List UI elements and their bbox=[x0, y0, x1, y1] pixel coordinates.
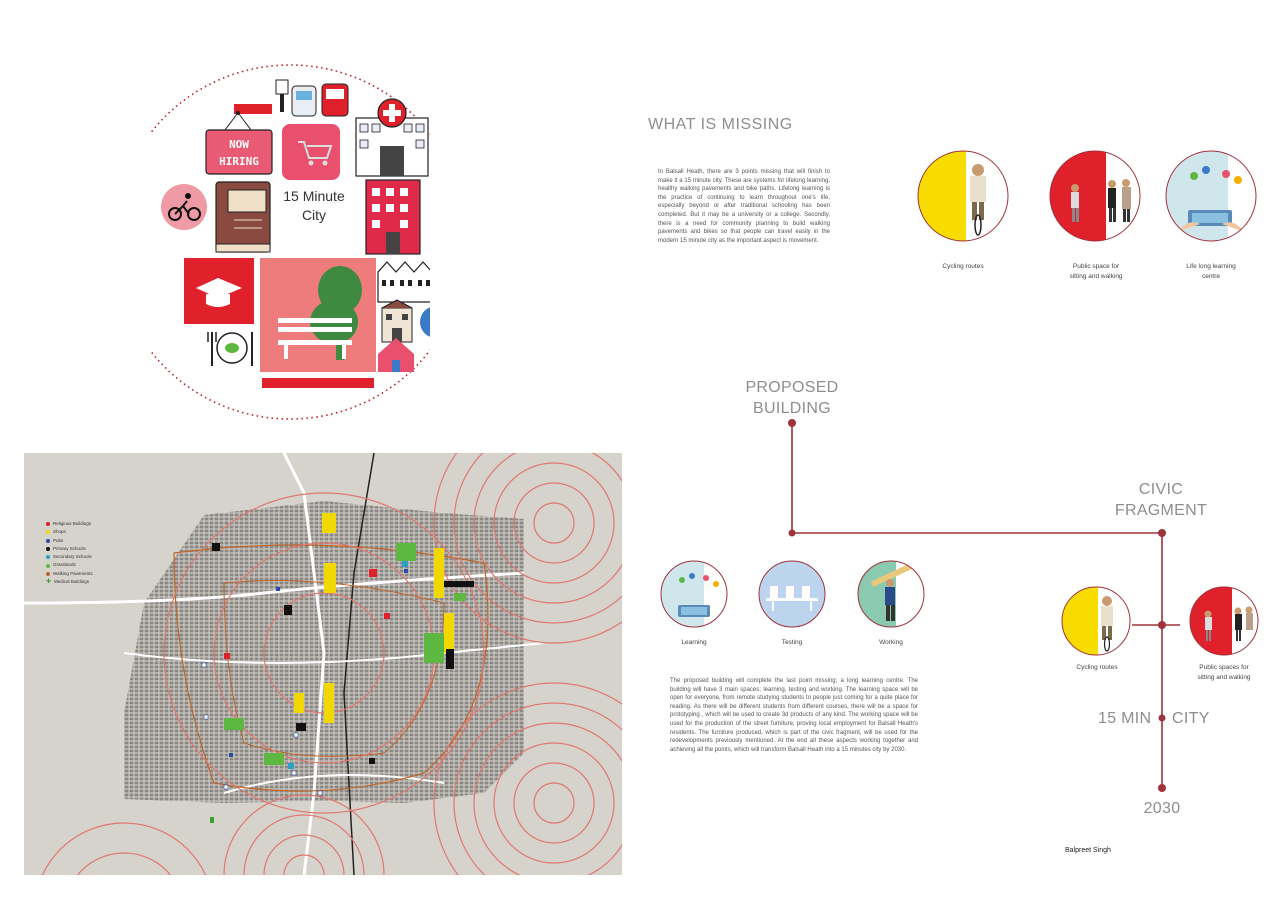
fifteen-minute-city-graphic bbox=[150, 62, 430, 422]
legend-label: Religious Buildings bbox=[53, 521, 92, 526]
fragment-items-icons bbox=[1055, 580, 1270, 670]
townhouses-icon bbox=[382, 300, 412, 342]
delivery-person-icon bbox=[420, 306, 430, 338]
map-legend bbox=[46, 520, 93, 586]
balsall-heath-map bbox=[24, 453, 622, 875]
civic-fragment-label: CIVIC FRAGMENT bbox=[1114, 481, 1208, 519]
city-label-right: CITY bbox=[1172, 710, 1210, 727]
cycling-icon bbox=[161, 184, 207, 230]
shopping-app-icon bbox=[282, 124, 340, 180]
medical-cross-icon: ✚ bbox=[46, 579, 52, 586]
legend-pubs bbox=[46, 537, 93, 545]
legend-grasslands bbox=[46, 561, 93, 569]
timeline-node-city bbox=[1159, 715, 1166, 722]
public-space-icon bbox=[1050, 150, 1156, 242]
terraced-houses-icon bbox=[378, 262, 430, 302]
legend-walking-pavements bbox=[46, 570, 93, 578]
year-2030-label: 2030 bbox=[1143, 800, 1181, 817]
space-working-label: Working bbox=[879, 639, 903, 646]
fragment-public-space-icon bbox=[1190, 587, 1268, 655]
hospital-icon bbox=[356, 99, 428, 176]
missing-item-public-space-label: Public space for sitting and walking bbox=[1069, 263, 1123, 280]
legend-label: Medical Buildings bbox=[54, 579, 90, 585]
testing-space-icon bbox=[758, 560, 826, 628]
legend-marker-icon bbox=[46, 522, 50, 526]
timeline-node-proposed bbox=[788, 419, 796, 427]
fragment-cycling-label: Cycling routes bbox=[1076, 664, 1118, 671]
fragment-cycling-icon bbox=[1062, 587, 1132, 655]
park-bench-icon bbox=[260, 258, 376, 372]
proposed-building-label: PROPOSED BUILDING bbox=[745, 379, 839, 417]
what-is-missing-paragraph: In Balsall Heath, there are 3 points missing that will finish to make it a 15 minute city. These are systems for lifelong learning, healthy walking pavements and bike paths. Lifelong learning is the practice of continuing to learn throughout one's life, especially beyond or after traditional schooling has been completed. But it may be a university or a college. Secondly, there is a need for community planning to build walking pavements and bikes so that people can travel easily in the modern 15 minute city as the important aspect is movement. bbox=[658, 169, 830, 244]
legend-label: Secondary Schools bbox=[53, 554, 92, 560]
legend-marker-icon bbox=[46, 572, 50, 576]
legend-marker-icon bbox=[46, 564, 50, 568]
learning-space-icon bbox=[660, 560, 728, 628]
svg-text:HIRING: HIRING bbox=[219, 155, 259, 168]
book-icon bbox=[216, 182, 270, 252]
proposed-building-paragraph: The proposed building will complete the last point missing; a long learning centre. The building will have 3 main spaces; learning, testing and working. The learning space will be open for everyone, from remote studying students to people just coming for a quite place for reading. As there will be different students from different courses, there will be a space for prototyping , which will be used to create 3d products of any kind. The working space will be used for the production of the street furniture, proving local employment for Balsall Heath's residents. The furniture produced, which is part of the civic fragment, will be used for the redevelopments previously mentioned. At the end all these aspects working together and achieving all the points, which will transform Balsall Heath into a 15 minutes city by 2030. bbox=[670, 678, 918, 753]
missing-item-cycling-label: Cycling routes bbox=[942, 263, 984, 270]
fragment-public-space-label: Public spaces for sitting and walking bbox=[1197, 664, 1251, 681]
legend-label: Primary Schools bbox=[53, 545, 86, 551]
legend-secondary-schools bbox=[46, 553, 93, 561]
legend-label: Grasslands bbox=[53, 562, 76, 568]
missing-item-learning-label: Life long learning centre bbox=[1186, 263, 1236, 280]
legend-primary-schools bbox=[46, 545, 93, 553]
building-spaces-icons bbox=[655, 555, 935, 635]
legend-marker-icon bbox=[46, 530, 50, 534]
legend-marker-icon bbox=[46, 547, 50, 551]
timeline-node-2030 bbox=[1158, 784, 1166, 792]
city-label-left: 15 MIN bbox=[1098, 710, 1152, 727]
legend-label: Walking Pavements bbox=[53, 570, 93, 576]
legend-marker-icon bbox=[46, 539, 50, 543]
lifelong-learning-icon bbox=[1166, 150, 1256, 242]
timeline-node-corner bbox=[789, 530, 796, 537]
legend-label: Shops bbox=[53, 529, 66, 535]
graduation-cap-icon bbox=[184, 258, 254, 324]
map-drawing bbox=[24, 453, 622, 875]
now-hiring-sign-icon bbox=[206, 111, 272, 174]
legend-religious bbox=[46, 520, 93, 528]
space-testing-label: Testing bbox=[781, 639, 803, 646]
cycling-routes-icon bbox=[918, 150, 1014, 242]
working-space-icon bbox=[857, 560, 926, 628]
home-icon bbox=[378, 338, 414, 372]
legend-marker-icon bbox=[46, 555, 50, 559]
legend-medical bbox=[46, 578, 93, 586]
legend-label: Pubs bbox=[53, 537, 64, 543]
svg-text:NOW: NOW bbox=[229, 138, 249, 151]
author-name: Balpreet Singh bbox=[1065, 847, 1111, 854]
missing-items-icons bbox=[910, 145, 1260, 245]
space-learning-label: Learning bbox=[681, 639, 707, 646]
fifteen-minute-city-title: 15 Minute City bbox=[283, 188, 345, 223]
timeline-node-civic bbox=[1158, 529, 1166, 537]
transport-icon bbox=[276, 80, 348, 116]
legend-shops bbox=[46, 528, 93, 536]
restaurant-icon bbox=[208, 332, 252, 366]
what-is-missing-heading: WHAT IS MISSING bbox=[648, 116, 793, 133]
apartment-building-icon bbox=[366, 180, 420, 254]
